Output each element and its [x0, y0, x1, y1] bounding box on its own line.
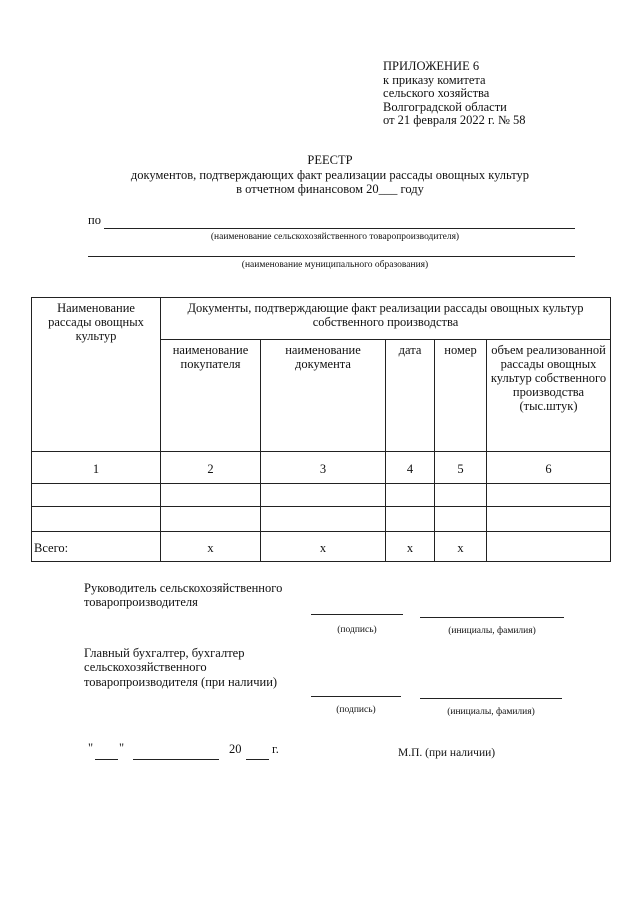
- appendix-header: [383, 60, 526, 128]
- table-cell[interactable]: [386, 507, 435, 532]
- accountant-label: [84, 646, 277, 689]
- head-signature-caption: (подпись): [337, 625, 377, 635]
- col-number: 1: [32, 452, 161, 484]
- table-cell[interactable]: [487, 484, 611, 507]
- table-total-row: [32, 532, 611, 562]
- table-cell[interactable]: [435, 507, 487, 532]
- table-cell[interactable]: [386, 484, 435, 507]
- title-year: в отчетном финансовом 20___ году: [236, 182, 424, 196]
- date-day-line[interactable]: [95, 759, 118, 760]
- head-initials-caption: (инициалы, фамилия): [448, 626, 536, 636]
- header-documents-group: Документы, подтверждающие факт реализации рассады овощных культур собственного производства: [161, 298, 611, 340]
- table-cell[interactable]: [32, 507, 161, 532]
- date-month-line[interactable]: [133, 759, 219, 760]
- stamp-label: М.П. (при наличии): [398, 747, 496, 759]
- table-cell[interactable]: [161, 484, 261, 507]
- date-year-suffix: г.: [272, 742, 279, 756]
- col-number: 2: [161, 452, 261, 484]
- producer-line[interactable]: [104, 228, 575, 229]
- title-subject: документов, подтверждающих факт реализации рассады овощных культур: [130, 167, 530, 182]
- accountant-label-line: товаропроизводителя (при наличии): [84, 674, 278, 689]
- table-cell[interactable]: [261, 484, 386, 507]
- accountant-signature-line[interactable]: [311, 696, 401, 697]
- col-number: 6: [487, 452, 611, 484]
- table-cell[interactable]: [435, 484, 487, 507]
- table-row: [32, 484, 611, 507]
- total-cell: x: [261, 532, 386, 562]
- head-label-line: Руководитель сельскохозяйственного: [84, 581, 283, 595]
- po-label: по: [88, 213, 101, 227]
- appendix-line: сельского хозяйства: [383, 86, 490, 101]
- municipality-caption: (наименование муниципального образования): [241, 260, 429, 270]
- date-year-line[interactable]: [246, 759, 269, 760]
- appendix-line: ПРИЛОЖЕНИЕ 6: [383, 59, 480, 73]
- total-cell: x: [161, 532, 261, 562]
- header-crop-name: Наименование рассады овощных культур: [32, 298, 161, 452]
- col-number: 3: [261, 452, 386, 484]
- date-quote-close: ": [119, 741, 125, 755]
- accountant-initials-line[interactable]: [420, 698, 562, 699]
- header-date: дата: [386, 340, 435, 452]
- total-cell: x: [435, 532, 487, 562]
- accountant-label-line: Главный бухгалтер, бухгалтер: [84, 646, 245, 660]
- table-cell[interactable]: [32, 484, 161, 507]
- accountant-signature-caption: (подпись): [336, 705, 376, 715]
- table-number-row: [32, 452, 611, 484]
- appendix-line: от 21 февраля 2022 г. № 58: [383, 113, 526, 128]
- accountant-initials-caption: (инициалы, фамилия): [447, 707, 535, 717]
- col-number: 4: [386, 452, 435, 484]
- appendix-line: к приказу комитета: [383, 72, 486, 87]
- head-label: [84, 581, 282, 610]
- title-registry: РЕЕСТР: [307, 153, 353, 167]
- head-initials-line[interactable]: [420, 617, 564, 618]
- document-title: [80, 153, 580, 197]
- head-label-line: товаропроизводителя: [84, 595, 198, 610]
- total-volume-cell[interactable]: [487, 532, 611, 562]
- table-cell[interactable]: [161, 507, 261, 532]
- total-label: Всего:: [32, 532, 161, 562]
- header-number: номер: [435, 340, 487, 452]
- appendix-line: Волгоградской области: [383, 99, 507, 114]
- table-row: [32, 507, 611, 532]
- table-cell[interactable]: [487, 507, 611, 532]
- header-document-name: наименование документа: [261, 340, 386, 452]
- header-buyer-name: наименование покупателя: [161, 340, 261, 452]
- total-cell: x: [386, 532, 435, 562]
- table-cell[interactable]: [261, 507, 386, 532]
- header-volume: объем реализованной рассады овощных культур собственного производства (тыс.штук): [487, 340, 611, 452]
- head-signature-line[interactable]: [311, 614, 403, 615]
- producer-caption: (наименование сельскохозяйственного товаропроизводителя): [210, 232, 460, 242]
- table-header-row: [32, 298, 611, 340]
- date-year-prefix: 20: [229, 742, 242, 756]
- accountant-label-line: сельскохозяйственного: [84, 660, 207, 675]
- col-number: 5: [435, 452, 487, 484]
- registry-table: [31, 297, 611, 562]
- municipality-line[interactable]: [88, 256, 575, 257]
- date-quote-open: ": [88, 741, 94, 755]
